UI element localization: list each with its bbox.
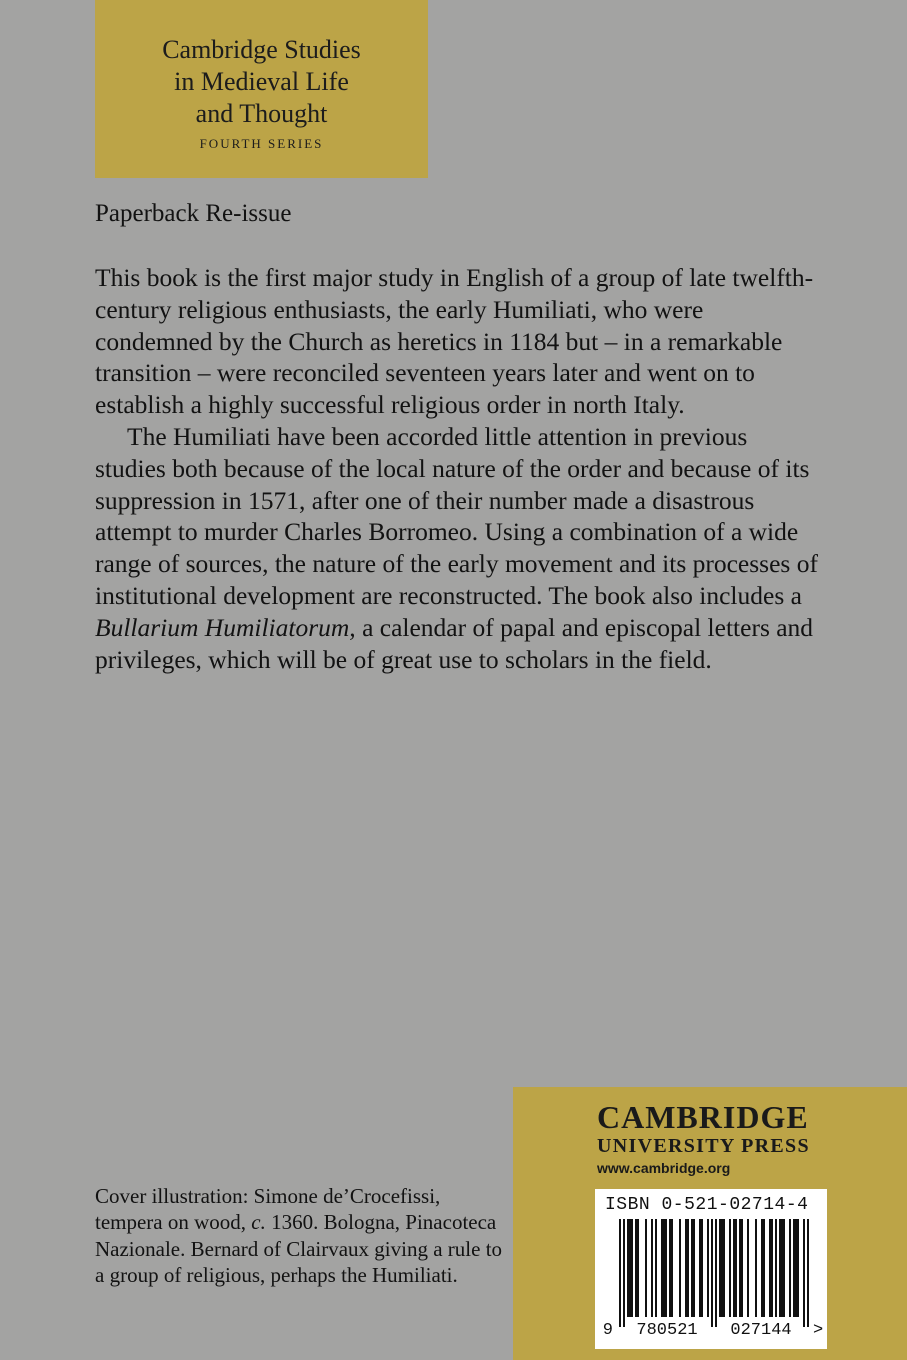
barcode-bar [669,1219,671,1317]
barcode-right-digits: 027144 [730,1321,792,1340]
barcode-bar [631,1219,633,1317]
blurb-text [95,262,821,675]
barcode-bar [735,1219,737,1317]
barcode-guard-bar [623,1219,625,1327]
barcode-guard-bar [715,1219,717,1327]
barcode-bar [627,1219,629,1317]
barcode-bar [733,1219,735,1317]
barcode-bar [665,1219,667,1317]
barcode-bar [747,1219,749,1317]
barcode-bar [781,1219,783,1317]
isbn-label: ISBN 0-521-02714-4 [605,1195,809,1215]
barcode-bar [771,1219,773,1317]
barcode-bar [661,1219,663,1317]
barcode-bar [629,1219,631,1317]
barcode-bar [637,1219,639,1317]
barcode-bar [685,1219,687,1317]
barcode-bar [679,1219,681,1317]
publisher-url: www.cambridge.org [597,1160,731,1176]
publisher-panel [513,1087,907,1360]
barcode-bar [671,1219,673,1317]
blurb-paragraph-2-end: a calendar of papal and episcopal letters and privileges, which will be of great use to scholars in the field. [95,612,814,674]
barcode-bar [651,1219,653,1317]
reissue-label: Paperback Re-issue [95,200,292,227]
barcode-bar [779,1219,781,1317]
barcode-guard-bar [619,1219,621,1327]
barcode-bar [721,1219,723,1317]
barcode-bar [755,1219,757,1317]
series-title-line-1: Cambridge Studies [162,35,361,64]
barcode-bar [761,1219,763,1317]
publisher-name: CAMBRIDGE [597,1099,809,1135]
barcode-bar [719,1219,721,1317]
barcode-bar [739,1219,741,1317]
barcode-first-digit: 9 [602,1321,613,1340]
barcode-bar [797,1219,799,1317]
blurb-italic-title: Bullarium Humiliatorum, [95,612,356,642]
barcode-bar [699,1219,701,1317]
barcode-bar [693,1219,695,1317]
blurb-paragraph-1: This book is the first major study in English of a group of late twelfth-century religious enthusiasts, the early Humiliati, who were condemned by the Church as heretics in 1184 but – in a remarkable transition – were reconciled seventeen years later and went on to establish a highly successful religious order in north Italy. [95,263,814,420]
barcode-guard-bar [711,1219,713,1327]
barcode-bar [663,1219,665,1317]
publisher-subname: UNIVERSITY PRESS [597,1135,810,1157]
series-title [95,34,428,130]
barcode-bar [701,1219,703,1317]
series-title-line-2: in Medieval Life [174,67,349,96]
barcode-graphic [595,1189,827,1349]
cover-credit-circa: c. [251,1210,266,1235]
barcode-bar [645,1219,647,1317]
barcode-bar [723,1219,725,1317]
barcode-guard-bar [807,1219,809,1327]
barcode-bar [729,1219,731,1317]
series-panel [95,0,428,178]
barcode-bar [769,1219,771,1317]
barcode-bar [707,1219,709,1317]
cover-credit [95,1183,505,1289]
blurb-paragraph-2 [95,421,821,675]
barcode-bar [775,1219,777,1317]
barcode-bar [655,1219,657,1317]
barcode-bar [795,1219,797,1317]
barcode-bar [783,1219,785,1317]
cover-credit-end: 1360. Bologna, Pinacoteca Nazionale. Bernard of Clairvaux giving a rule to a group of religious, perhaps the Humiliati. [95,1210,503,1288]
series-title-line-3: and Thought [195,99,328,128]
barcode-bar [635,1219,637,1317]
barcode-bar [793,1219,795,1317]
barcode-bar [763,1219,765,1317]
series-subtitle: FOURTH SERIES [199,136,324,151]
barcode [595,1189,827,1349]
barcode-bar [789,1219,791,1317]
barcode-guard-bar [803,1219,805,1327]
cover-credit-text: Cover illustration: Simone de’Crocefissi, tempera on wood, [95,1184,441,1235]
barcode-bar [687,1219,689,1317]
barcode-left-digits: 780521 [636,1321,698,1340]
barcode-end-mark: > [813,1321,824,1340]
barcode-bar [691,1219,693,1317]
blurb-paragraph-2-text: The Humiliati have been accorded little attention in previous studies both because of the local nature of the order and because of its suppression in 1571, after one of their number made a disastrous attempt to murder Charles Borromeo. Using a combination of a wide range of sources, the nature of the early movement and its processes of institutional development are reconstructed. The book also includes a [95,421,818,610]
barcode-bar [741,1219,743,1317]
